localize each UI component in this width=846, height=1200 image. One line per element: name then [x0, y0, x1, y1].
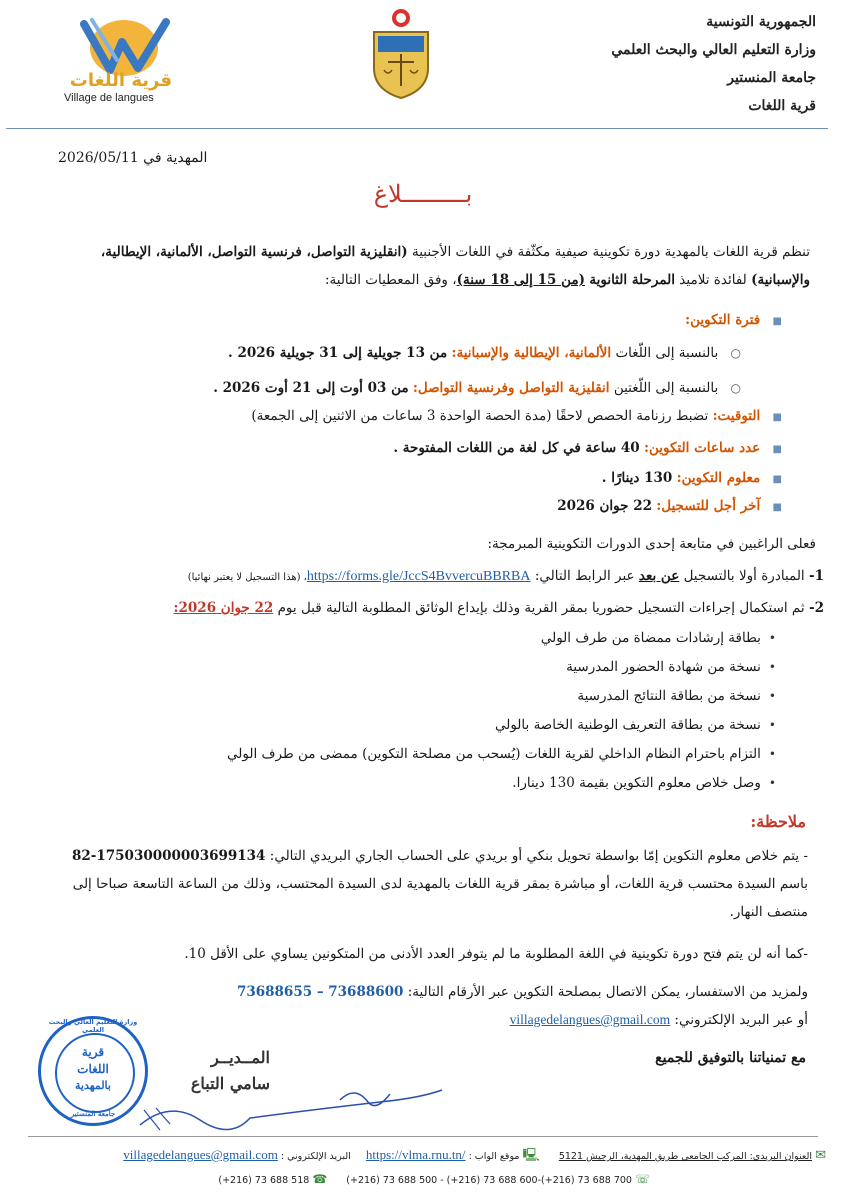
intro-paragraph	[30, 238, 810, 294]
registration-form-link[interactable]: https://forms.gle/JccS4BvvercuBBRBA	[306, 569, 531, 584]
period-sub-1-dates: من 13 جويلية إلى 31 جويلية 2026 .	[228, 345, 448, 361]
director-title: المــديــر	[211, 1048, 270, 1067]
intro-text-1: تنظم قرية اللغات بالمهدية دورة تكوينية صيفية مكثّفة في اللغات الأجنبية	[411, 244, 810, 260]
period-sub-2-languages: انقليزية التواصل وفرنسية التواصل:	[412, 380, 610, 396]
stamp-line-1: قرية	[81, 1045, 105, 1059]
stamp-bottom-text: جامعة المنستير	[70, 1109, 116, 1118]
dot-bullet-icon: •	[768, 631, 776, 645]
step-1-text-a: المبادرة أولا بالتسجيل	[683, 568, 805, 584]
step-1-number: 1-	[808, 568, 824, 584]
note-payment-text: - يتم خلاص معلوم التكوين إمّا بواسطة تحويل بنكي أو بريدي على الحساب الجاري البريدي التالي:	[269, 848, 808, 864]
document-item-text: بطاقة إرشادات ممضاة من طرف الولي	[540, 630, 761, 646]
stamp-line-3: بالمهدية	[75, 1079, 111, 1092]
hours-item	[82, 438, 782, 460]
dot-bullet-icon: •	[768, 718, 776, 732]
intro-languages: (انقليزية التواصل، فرنسية التواصل، الألمانية، الإيطالية،	[100, 244, 408, 260]
note-body	[28, 842, 808, 926]
intro-stage: المرحلة الثانوية	[589, 272, 675, 288]
square-bullet-icon: ■	[772, 444, 782, 455]
official-stamp	[38, 1016, 148, 1126]
step-1-note: ، (هذا التسجيل لا يعتبر نهائيا)	[187, 572, 307, 583]
fee-item	[82, 468, 782, 490]
fee-text: 130 دينارًا .	[601, 470, 673, 486]
fee-label: معلوم التكوين:	[676, 470, 761, 486]
tunisia-coat-of-arms	[366, 6, 436, 101]
closing-wishes: مع تمنياتنا بالتوفيق للجميع	[655, 1050, 806, 1066]
signature-scribble	[130, 1080, 450, 1140]
timing-label: التوقيت:	[712, 408, 761, 424]
intro-age-range: (من 15 إلى 18 سنة)	[456, 272, 586, 288]
step-2-text: ثم استكمال إجراءات التسجيل حضوريا بمقر القرية وذلك بإيداع الوثائق المطلوبة التالية قبل يوم	[277, 600, 805, 616]
intro-languages-end: والإسبانية)	[751, 272, 810, 288]
timing-text: تضبط رزنامة الحصص لاحقًا (مدة الحصة الواحدة 3 ساعات من الاثنين إلى الجمعة)	[251, 408, 709, 424]
list-item	[76, 744, 776, 773]
deadline-label: آخر أجل للتسجيل:	[656, 498, 761, 514]
period-label: فترة التكوين:	[685, 312, 761, 328]
deadline-text: 22 جوان 2026	[557, 498, 652, 514]
note-contact-text: ولمزيد من الاستفسار، يمكن الاتصال بمصلحة التكوين عبر الأرقام التالية:	[407, 984, 808, 1000]
header-line-republic: الجمهورية التونسية	[706, 14, 816, 30]
intro-line-1	[30, 238, 810, 266]
circle-bullet-icon: ○	[730, 381, 741, 395]
coat-of-arms-icon	[366, 6, 436, 101]
period-sub-1	[91, 343, 741, 363]
header-line-ministry: وزارة التعليم العالي والبحث العلمي	[611, 42, 816, 58]
steps-lead: فعلى الراغبين في متابعة إحدى الدورات التكوينية المبرمجة:	[487, 536, 816, 552]
document-title: بـــــــــلاغ	[373, 180, 473, 208]
note-line-1	[28, 842, 808, 870]
note-minimum: -كما أنه لن يتم فتح دورة تكوينية في اللغة المطلوبة ما لم يتوفر العدد الأدنى من المتكونين يساوي على الأقل 10.	[184, 946, 808, 962]
footer-phones: (+216) 73 688 500 - (+216) 73 688 600-(+216) 73 688 700	[346, 1175, 632, 1186]
footer-email-label: البريد الإلكتروني :	[280, 1151, 351, 1162]
document-item-text: وصل خلاص معلوم التكوين بقيمة 130 دينارا.	[512, 775, 761, 791]
header-divider	[6, 128, 828, 129]
hours-text: 40 ساعة في كل لغة من اللغات المفتوحة .	[393, 440, 640, 456]
step-1-remote: عن بعد	[638, 568, 680, 584]
phone-icon: ☏	[634, 1172, 650, 1186]
square-bullet-icon: ■	[772, 474, 782, 485]
list-item	[76, 715, 776, 744]
hours-label: عدد ساعات التكوين:	[644, 440, 761, 456]
logo-french-name: Village de langues	[64, 92, 154, 104]
step-2-number: 2-	[808, 600, 824, 616]
stamp-line-2: اللغات	[77, 1062, 109, 1076]
dot-bullet-icon: •	[768, 689, 776, 703]
header-line-university: جامعة المنستير	[727, 70, 816, 86]
square-bullet-icon: ■	[772, 316, 782, 327]
stamp-outer-text: وزارة التعليم العالي والبحث العلمي	[48, 1018, 138, 1034]
document-item-text: نسخة من بطاقة التعريف الوطنية الخاصة بالولي	[494, 717, 761, 733]
computer-icon: 🖳	[522, 1148, 540, 1163]
footer-line-1	[20, 1146, 826, 1168]
mail-icon: ✉	[815, 1148, 826, 1163]
dot-bullet-icon: •	[768, 776, 776, 790]
village-logo	[62, 12, 192, 107]
period-sub-1-text-a: بالنسبة إلى اللّغات	[615, 345, 719, 361]
note-line-2: باسم السيدة محتسب قرية اللغات، أو مباشرة بمقر قرية اللغات بالمهدية لدى السيدة المحتسب، وذلك من الساعة التاسعة صباحا إلى	[72, 876, 808, 892]
logo-arabic-name: قرية اللغات	[69, 70, 172, 91]
square-bullet-icon: ■	[772, 412, 782, 423]
timing-item	[82, 406, 782, 428]
document-date: المهدية في 2026/05/11	[58, 150, 208, 166]
dot-bullet-icon: •	[768, 747, 776, 761]
documents-list	[76, 628, 776, 802]
contact-phones: 73688655 – 73688600	[236, 984, 404, 1000]
list-item	[76, 773, 776, 802]
intro-line-2	[30, 266, 810, 294]
intro-text-2: لفائدة تلاميذ	[679, 272, 747, 288]
footer-email-link[interactable]: villagedelangues@gmail.com	[123, 1147, 278, 1162]
deadline-item	[82, 496, 782, 518]
footer-website-label: موقع الواب :	[468, 1151, 520, 1162]
footer-fax: (+216) 73 688 518	[218, 1175, 310, 1186]
fax-icon: ☎	[312, 1172, 328, 1186]
dot-bullet-icon: •	[768, 660, 776, 674]
note-line-3: منتصف النهار.	[729, 904, 808, 920]
ministry-header	[556, 8, 816, 120]
list-item	[76, 628, 776, 657]
document-item-text: نسخة من بطاقة النتائج المدرسية	[577, 688, 761, 704]
step-2-deadline: 22 جوان 2026:	[173, 600, 274, 616]
step-1	[14, 566, 824, 588]
period-item	[82, 310, 782, 332]
note-email	[28, 1006, 808, 1034]
note-contact	[28, 978, 808, 1006]
step-1-text-b: عبر الرابط التالي:	[534, 568, 635, 584]
list-item	[76, 657, 776, 686]
director-name: سامي التباع	[190, 1074, 270, 1093]
postal-account-number: 82-175030000003699134	[71, 848, 266, 864]
document-item-text: التزام باحترام النظام الداخلي لقرية اللغات (يُسحب من مصلحة التكوين) ممضى من طرف الولي	[227, 746, 761, 762]
note-email-text: أو عبر البريد الإلكتروني:	[674, 1012, 808, 1028]
note-title: ملاحظة:	[750, 812, 806, 831]
intro-text-3: ، وفق المعطيات التالية:	[324, 272, 457, 288]
list-item	[76, 686, 776, 715]
period-sub-2-text-a: بالنسبة إلى اللّغتين	[613, 380, 719, 396]
square-bullet-icon: ■	[772, 502, 782, 513]
period-sub-1-languages: الألمانية، الإيطالية والإسبانية:	[451, 345, 612, 361]
period-sub-2	[91, 378, 741, 398]
document-item-text: نسخة من شهادة الحضور المدرسية	[566, 659, 761, 675]
contact-email-link[interactable]: villagedelangues@gmail.com	[509, 1012, 671, 1027]
step-2	[14, 598, 824, 618]
footer-website-link[interactable]: https://vlma.rnu.tn/	[365, 1147, 466, 1162]
footer-divider	[28, 1136, 818, 1137]
period-sub-2-dates: من 03 أوت إلى 21 أوت 2026 .	[213, 380, 409, 396]
footer-address: العنوان البريدي: المركب الجامعي طريق المهدية، الرجيش 5121	[558, 1151, 813, 1162]
header-line-village: قرية اللغات	[748, 98, 816, 114]
circle-bullet-icon: ○	[730, 346, 741, 360]
footer-line-2	[190, 1172, 650, 1186]
